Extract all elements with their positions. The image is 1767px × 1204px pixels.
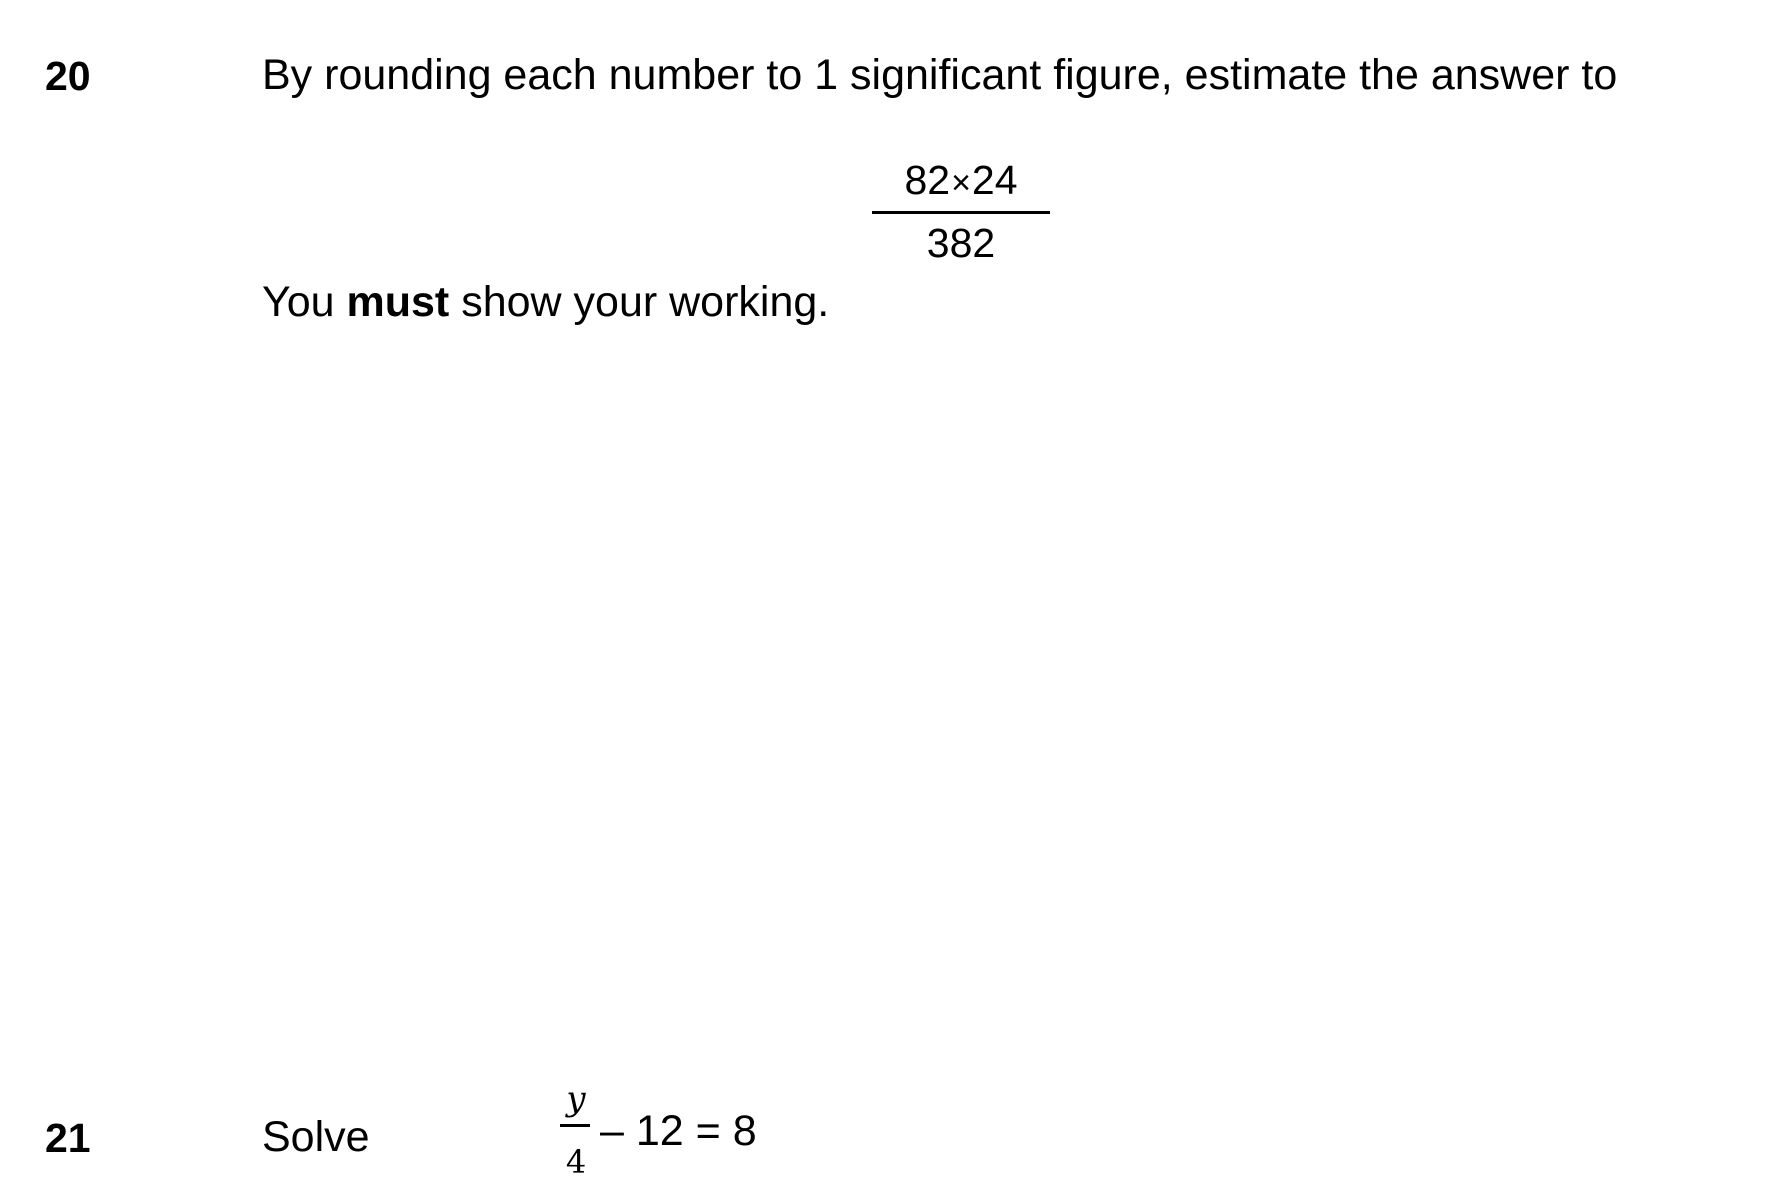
question-number-20: 20 xyxy=(45,53,91,99)
working-prefix: You xyxy=(262,278,347,326)
numerator-a: 82 xyxy=(904,157,951,203)
working-emphasis: must xyxy=(346,278,450,326)
working-suffix: show your working. xyxy=(449,278,830,326)
equation-divisor: 4 xyxy=(565,1143,587,1181)
fraction-denominator: 382 xyxy=(926,220,996,266)
question-number-21: 21 xyxy=(45,1115,91,1161)
numerator-b: 24 xyxy=(971,157,1018,203)
working-instruction xyxy=(262,278,830,326)
multiply-sign: × xyxy=(951,164,971,202)
fraction-bar xyxy=(872,211,1050,214)
equation-variable: y xyxy=(566,1079,586,1119)
equation-rest: – 12 = 8 xyxy=(600,1107,757,1155)
fraction-numerator xyxy=(872,157,1050,203)
equation-fraction-bar xyxy=(560,1124,590,1127)
question-21-instruction: Solve xyxy=(262,1113,370,1161)
question-20-instruction: By rounding each number to 1 significant figure, estimate the answer to xyxy=(262,51,1618,99)
